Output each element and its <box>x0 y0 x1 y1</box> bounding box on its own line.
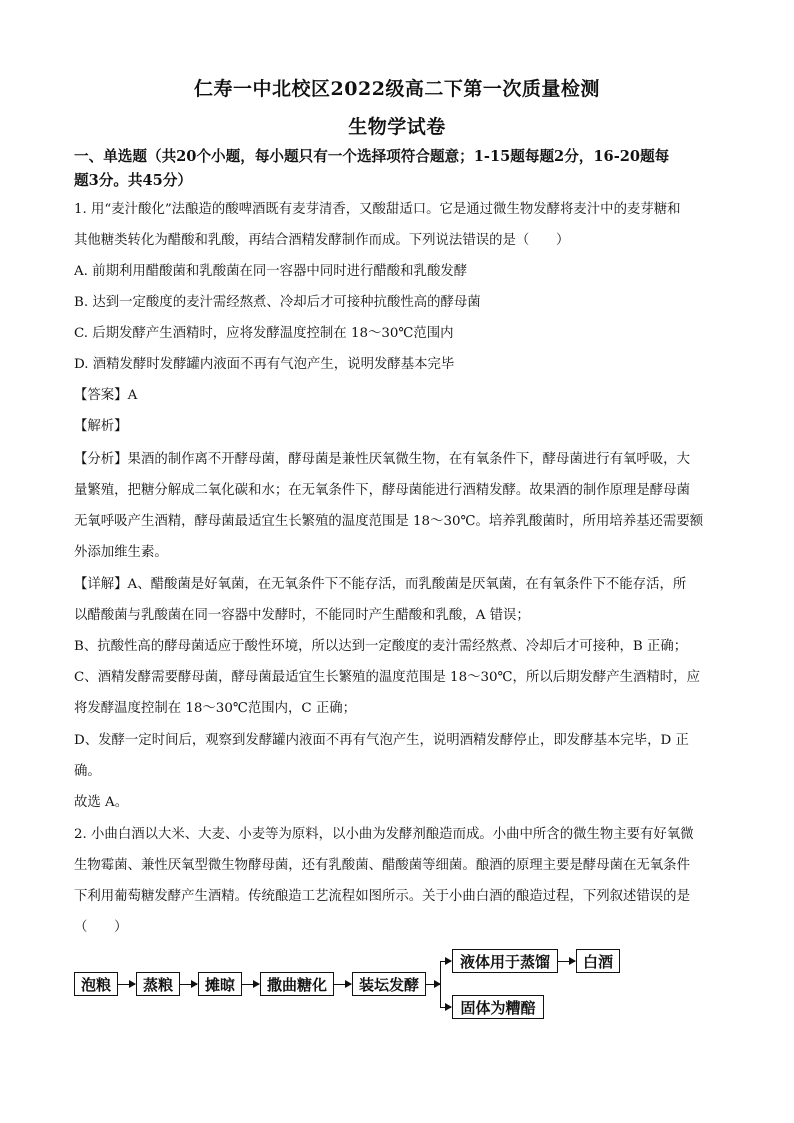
section-heading-line1: 一、单选题（共20个小题，每小题只有一个选择项符合题意；1-15题每题2分，16-20题每 <box>74 148 670 165</box>
flow-arrow-liquor <box>558 961 575 962</box>
flow-arrow-4 <box>334 984 351 985</box>
q1-xiangjie-line4: C、酒精发酵需要酵母菌，酵母菌最适宜生长繁殖的温度范围是 18～30℃，所以后期发酵产生酒精时，应 <box>74 670 700 685</box>
answer-value: A <box>127 388 138 403</box>
flow-arrow-1 <box>118 984 135 985</box>
flow-arrow-2 <box>180 984 197 985</box>
flow-step-cool: 摊晾 <box>198 972 242 996</box>
q2-stem-line2: 生物霉菌、兼性厌氧型微生物酵母菌，还有乳酸菌、醋酸菌等细菌。酿酒的原理主要是酵母菌在无氧条件 <box>74 858 690 873</box>
q1-conclusion: 故选 A。 <box>74 795 129 810</box>
q2-stem-line4: （ ） <box>74 920 128 935</box>
flow-branch-stem <box>426 984 440 985</box>
q2-stem-line3: 下利用葡萄糖发酵产生酒精。传统酿造工艺流程如图所示。关于小曲白酒的酿造过程，下列叙述错误的是 <box>74 889 690 904</box>
q1-fenxi-line2: 量繁殖，把糖分解成二氧化碳和水；在无氧条件下，酵母菌能进行酒精发酵。故果酒的制作原理是酵母菌 <box>74 483 690 498</box>
flow-branch-solid: 固体为糟醅 <box>452 995 544 1019</box>
exam-title: 仁寿一中北校区2022级高二下第一次质量检测 <box>194 78 600 100</box>
q1-option-a: A. 前期利用醋酸菌和乳酸菌在同一容器中同时进行醋酸和乳酸发酵 <box>74 264 468 279</box>
q1-option-c: C. 后期发酵产生酒精时，应将发酵温度控制在 18～30℃范围内 <box>74 326 454 341</box>
q1-xiangjie-line5: 将发酵温度控制在 18～30℃范围内，C 正确； <box>74 701 357 716</box>
flow-step-ferment: 装坛发酵 <box>352 972 426 996</box>
q1-xiangjie-line3: B、抗酸性高的酵母菌适应于酸性环境，所以达到一定酸度的麦汁需经熬煮、冷却后才可接种，B 正确； <box>74 639 688 654</box>
q1-analysis-label: 【解析】 <box>74 419 128 434</box>
flow-arrow-3 <box>242 984 259 985</box>
flow-branch-liquid: 液体用于蒸馏 <box>452 949 558 973</box>
q1-option-d: D. 酒精发酵时发酵罐内液面不再有气泡产生，说明发酵基本完毕 <box>74 357 455 372</box>
flow-step-steam: 蒸粮 <box>136 972 180 996</box>
flow-step-saccharify: 撒曲糖化 <box>260 972 334 996</box>
flow-result-liquor: 白酒 <box>576 949 620 973</box>
q1-fenxi-line1: 【分析】果酒的制作离不开酵母菌，酵母菌是兼性厌氧微生物，在有氧条件下，酵母菌进行有氧呼吸，大 <box>74 452 690 467</box>
q1-xiangjie-line7: 确。 <box>74 764 101 779</box>
q1-xiangjie-line1: 【详解】A、醋酸菌是好氧菌，在无氧条件下不能存活，而乳酸菌是厌氧菌，在有氧条件下不能存活，所 <box>74 577 687 592</box>
q1-fenxi-line3: 无氧呼吸产生酒精，酵母菌最适宜生长繁殖的温度范围是 18～30℃。培养乳酸菌时，所用培养基还需要额 <box>74 514 704 529</box>
q2-stem-line1: 2. 小曲白酒以大米、大麦、小麦等为原料，以小曲为发酵剂酿造而成。小曲中所含的微生物主要有好氧微 <box>74 827 694 842</box>
q1-stem-line2: 其他糖类转化为醋酸和乳酸，再结合酒精发酵制作而成。下列说法错误的是（ ） <box>74 233 570 248</box>
q1-xiangjie-line6: D、发酵一定时间后，观察到发酵罐内液面不再有气泡产生，说明酒精发酵停止，即发酵基本完毕，D 正 <box>74 733 689 748</box>
flow-step-soak: 泡粮 <box>74 972 118 996</box>
q1-stem-line1: 1. 用“麦汁酸化”法酿造的酸啤酒既有麦芽清香，又酸甜适口。它是通过微生物发酵将麦汁中的麦芽糖和 <box>74 202 681 217</box>
q1-xiangjie-line2: 以醋酸菌与乳酸菌在同一容器中发酵时，不能同时产生醋酸和乳酸，A 错误； <box>74 608 530 623</box>
flow-branch-vertical <box>440 961 441 1007</box>
flow-arrow-top <box>440 961 451 962</box>
q1-fenxi-line4: 外添加维生素。 <box>74 545 168 560</box>
section-heading-line2: 题3分。共45分） <box>74 172 193 189</box>
q1-option-b: B. 达到一定酸度的麦汁需经熬煮、冷却后才可接种抗酸性高的酵母菌 <box>74 295 481 310</box>
flow-arrow-bottom <box>440 1007 451 1008</box>
exam-subtitle: 生物学试卷 <box>348 116 446 138</box>
answer-label: 【答案】 <box>74 388 128 403</box>
